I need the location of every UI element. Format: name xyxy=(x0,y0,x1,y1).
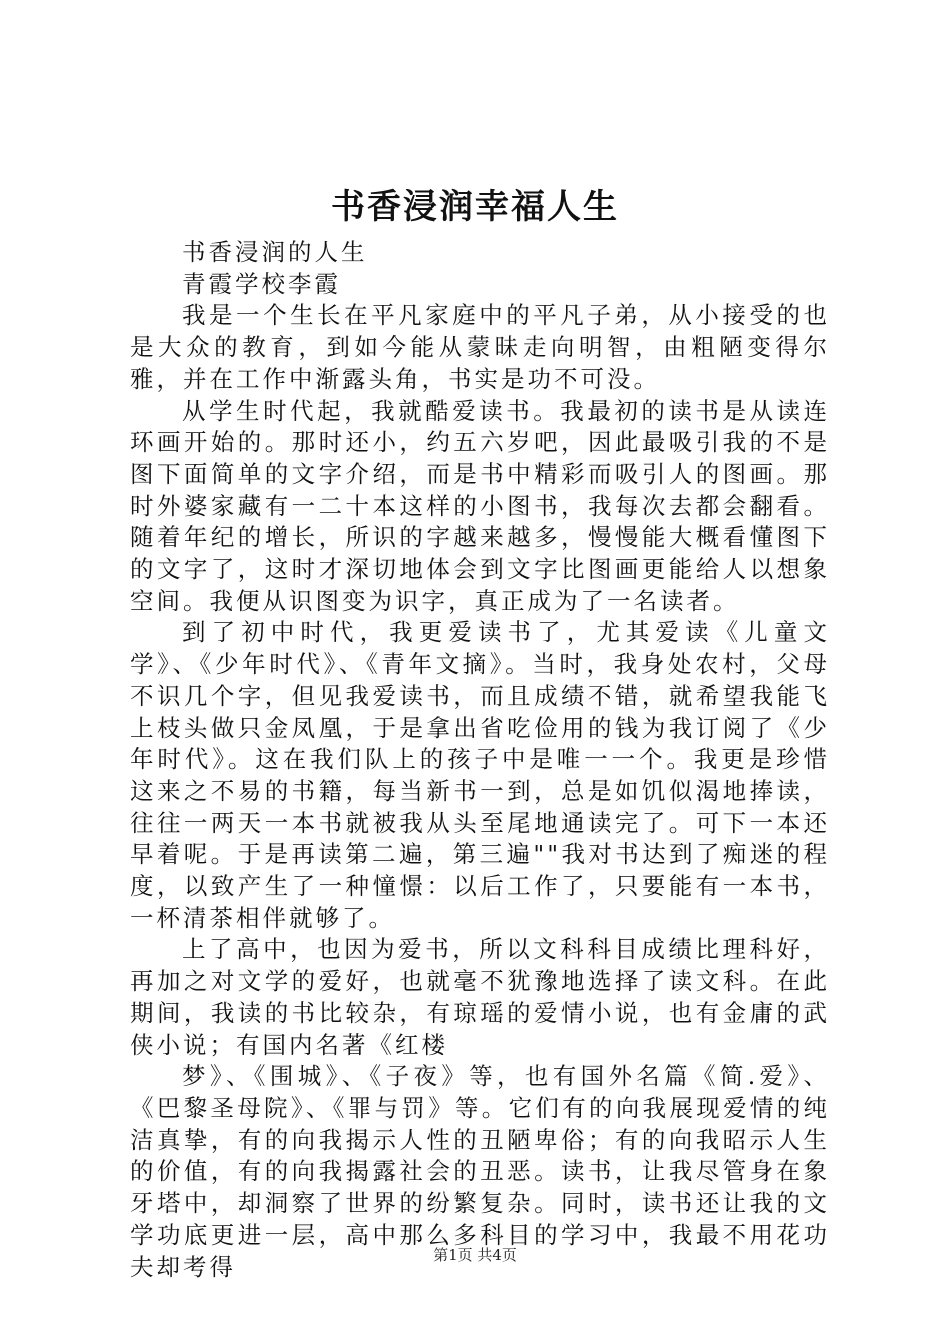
author-line: 青霞学校李霞 xyxy=(182,269,341,298)
document-body xyxy=(130,237,830,1283)
page-footer: 第1页 共4页 xyxy=(433,1246,517,1264)
paragraph: 上了高中，也因为爱书，所以文科科目成绩比理科好，再加之对文学的爱好，也就毫不犹豫地选择了读文科。在此期间，我读的书比较杂，有琼瑶的爱情小说，也有金庸的武侠小说；有国内名著《红楼 xyxy=(130,935,830,1059)
subtitle: 书香浸润的人生 xyxy=(182,238,368,266)
paragraph: 到了初中时代，我更爱读书了，尤其爱读《儿童文学》、《少年时代》、《青年文摘》。当时，我身处农村，父母不识几个字，但见我爱读书，而且成绩不错，就希望我能飞上枝头做只金凤凰，于是拿出省吃俭用的钱为我订阅了《少年时代》。这在我们队上的孩子中是唯一一个。我更是珍惜这来之不易的书籍，每当新书一到，总是如饥似渴地捧读，往往一两天一本书就被我从头至尾地通读完了。可下一本还早着呢。于是再读第二遍，第三遍""我对书达到了痴迷的程度，以致产生了一种憧憬：以后工作了，只要能有一本书，一杯清茶相伴就够了。 xyxy=(130,618,830,932)
paragraph: 我是一个生长在平凡家庭中的平凡子弟，从小接受的也是大众的教育，到如今能从蒙昧走向明智，由粗陋变得尔雅，并在工作中渐露头角，书实是功不可没。 xyxy=(130,301,830,393)
paragraph: 梦》、《围城》、《子夜》等，也有国外名篇《简.爱》、《巴黎圣母院》、《罪与罚》等。它们有的向我展现爱情的纯洁真挚，有的向我揭示人性的丑陋卑俗；有的向我昭示人生的价值，有的向我揭露社会的丑恶。读书，让我尽管身在象牙塔中，却洞察了世界的纷繁复杂。同时，读书还让我的文学功底更进一层，高中那么多科目的学习中，我最不用花功夫却考得 xyxy=(130,1062,830,1281)
paragraph: 从学生时代起，我就酷爱读书。我最初的读书是从读连环画开始的。那时还小，约五六岁吧，因此最吸引我的不是图下面简单的文字介绍，而是书中精彩而吸引人的图画。那时外婆家藏有一二十本这样的小图书，我每次去都会翻看。随着年纪的增长，所识的字越来越多，慢慢能大概看懂图下的文字了，这时才深切地体会到文字比图画更能给人以想象空间。我便从识图变为识字，真正成为了一名读者。 xyxy=(130,396,830,615)
document-title: 书香浸润幸福人生 xyxy=(331,187,619,227)
